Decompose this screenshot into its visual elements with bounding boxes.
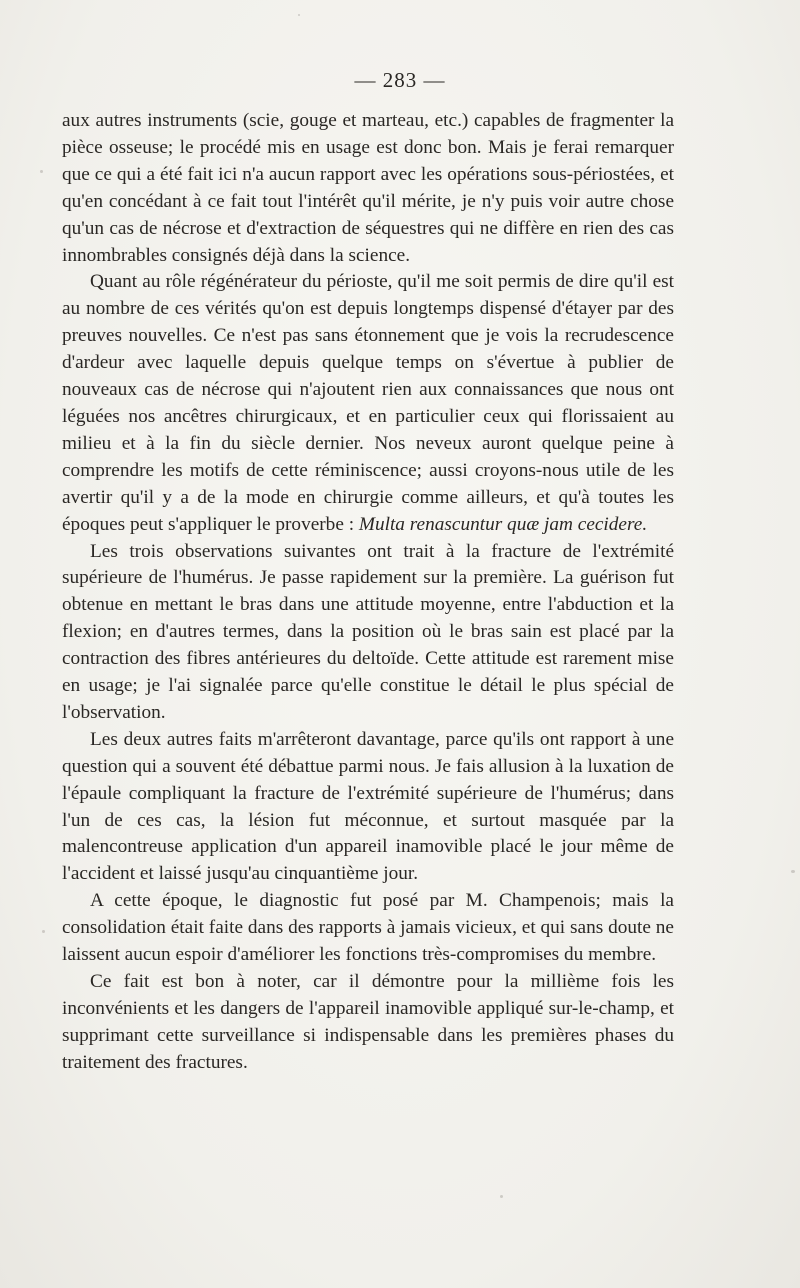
paper-speck xyxy=(42,930,45,933)
latin-proverb: Multa renascuntur quæ jam cecidere. xyxy=(358,513,648,535)
paper-speck xyxy=(298,14,300,16)
paper-speck xyxy=(500,1195,503,1198)
paragraph-3: Les trois observations suivantes ont trait à la fracture de l'extrémité supérieure de l'humérus. Je passe rapidement sur la première. La guérison fut obtenue en mettant le bras dans une attitude moyenne, entre l'abduction et la flexion; en d'autres termes, dans la position où le bras sain est placé par la contraction des fibres antérieures du deltoïde. Cette attitude est rarement mise en usage; je l'ai signalée parce qu'elle constitue le détail le plus spécial de l'observation. xyxy=(62,540,674,723)
body-text xyxy=(62,108,674,1077)
paper-speck xyxy=(40,170,43,173)
paragraph-4: Les deux autres faits m'arrêteront davantage, parce qu'ils ont rapport à une question qui a souvent été débattue parmi nous. Je fais allusion à la luxation de l'épaule compliquant la fracture de l'extrémité supérieure de l'humérus; dans l'un de ces cas, la lésion fut méconnue, et surtout masquée par la malencontreuse application d'un appareil inamovible placé le jour même de l'accident et laissé jusqu'au cinquantième jour. xyxy=(62,728,674,885)
paragraph-1: aux autres instruments (scie, gouge et marteau, etc.) capables de fragmenter la pièce osseuse; le procédé mis en usage est donc bon. Mais je ferai remarquer que ce qui a été fait ici n'a aucun rapport avec les opérations sous-périostées, et qu'en concédant à ce fait tout l'intérêt qu'il mérite, je n'y puis voir autre chose qu'un cas de nécrose et d'extraction de séquestres qui ne diffère en rien des cas innombrables consignés déjà dans la science. xyxy=(62,110,674,266)
page-number: — 283 — xyxy=(354,68,446,92)
paragraph-2-text: Quant au rôle régénérateur du périoste, qu'il me soit permis de dire qu'il est au nombre de ces vérités qu'on est depuis longtemps dispensé d'étayer par des preuves nouvelles. Ce n'est pas sans étonnement que je vois la recrudescence d'ardeur avec laquelle depuis quelque temps on s'évertue à publier de nouveaux cas de nécrose qui n'ajoutent rien aux connaissances que nous ont léguées nos ancêtres chirurgicaux, et en particulier ceux qui florissaient au milieu et à la fin du siècle dernier. Nos neveux auront quelque peine à comprendre les motifs de cette réminiscence; aussi croyons-nous utile de les avertir qu'il y a de la mode en chirurgie comme ailleurs, et qu'à toutes les époques peut s'appliquer le proverbe : xyxy=(62,271,674,535)
paragraph-5: A cette époque, le diagnostic fut posé par M. Champenois; mais la consolidation était faite dans des rapports à jamais vicieux, et qui sans doute ne laissent aucun espoir d'améliorer les fonctions très-compromises du membre. xyxy=(62,890,674,966)
paper-speck xyxy=(791,870,795,873)
paragraph-6: Ce fait est bon à noter, car il démontre pour la millième fois les inconvénients et les dangers de l'appareil inamovible appliqué sur-le-champ, et supprimant cette surveillance si indispensable dans les premières phases du traitement des fractures. xyxy=(62,971,674,1073)
paragraph-2 xyxy=(62,269,674,538)
